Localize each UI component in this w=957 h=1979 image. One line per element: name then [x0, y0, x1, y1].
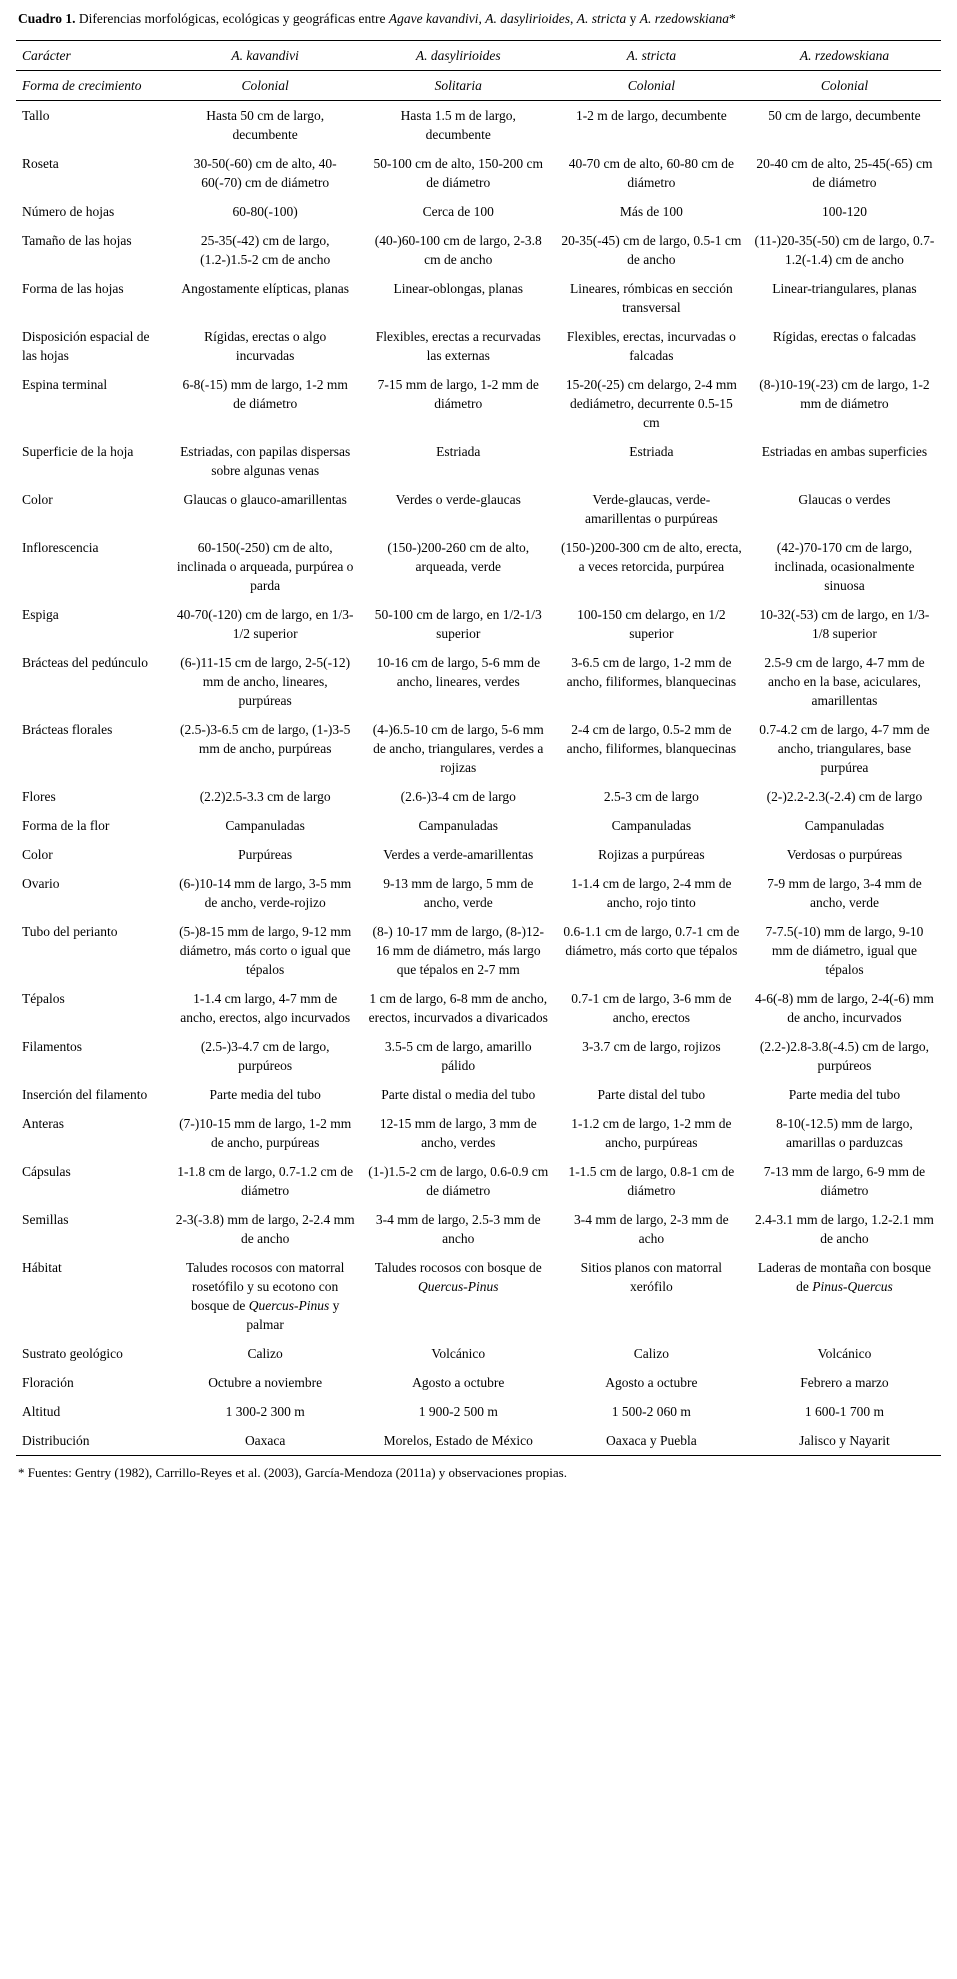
- table-row: [16, 197, 941, 226]
- table-body: [16, 100, 941, 1455]
- row-value: 3-6.5 cm de largo, 1-2 mm de ancho, filiformes, blanquecinas: [566, 654, 737, 689]
- row-value: 7-13 mm de largo, 6-9 mm de diámetro: [763, 1163, 926, 1198]
- row-value: 50-100 cm de alto, 150-200 cm de diámetro: [373, 155, 543, 190]
- row-value: Estriadas, con papilas dispersas sobre algunas venas: [180, 443, 351, 478]
- row-value: Oaxaca: [244, 1432, 286, 1448]
- row-value: (7-)10-15 mm de largo, 1-2 mm de ancho, purpúreas: [179, 1115, 352, 1150]
- table-row: [16, 1253, 941, 1339]
- row-value: Estriadas en ambas superficies: [761, 443, 928, 459]
- row-value: (40-)60-100 cm de largo, 2-3.8 cm de ancho: [374, 232, 542, 267]
- row-label: Superficie de la hoja: [22, 443, 134, 459]
- row-value: Linear-triangulares, planas: [772, 280, 917, 296]
- row-value: 8-10(-12.5) mm de largo, amarillas o parduzcas: [776, 1115, 913, 1150]
- row-label: Color: [22, 846, 53, 862]
- row-value: Glaucas o verdes: [798, 491, 891, 507]
- footnote: * Fuentes: Gentry (1982), Carrillo-Reyes et al. (2003), García-Mendoza (2011a) y observaciones propias.: [18, 1464, 567, 1480]
- row-value: Hasta 50 cm de largo, decumbente: [206, 107, 325, 142]
- header-row: [16, 40, 941, 70]
- row-value: 60-80(-100): [232, 203, 298, 219]
- row-label: Hábitat: [22, 1259, 62, 1275]
- row-value: Rojizas a purpúreas: [598, 846, 705, 862]
- row-value: Flexibles, erectas a recurvadas las externas: [375, 328, 541, 363]
- subheader-value: Solitaria: [434, 77, 482, 93]
- table-row: [16, 149, 941, 197]
- row-value: Agosto a octubre: [605, 1374, 698, 1390]
- table-row: [16, 437, 941, 485]
- row-label: Roseta: [22, 155, 59, 171]
- row-label: Inflorescencia: [22, 539, 99, 555]
- table-row: [16, 100, 941, 149]
- row-label: Brácteas florales: [22, 721, 113, 737]
- row-value: Calizo: [247, 1345, 283, 1361]
- row-value: (150-)200-260 cm de alto, arqueada, verde: [387, 539, 530, 574]
- row-label: Color: [22, 491, 53, 507]
- row-value: 60-150(-250) cm de alto, inclinada o arqueada, purpúrea o parda: [176, 539, 354, 593]
- row-value: Volcánico: [431, 1345, 486, 1361]
- row-value: Hasta 1.5 m de largo, decumbente: [400, 107, 516, 142]
- row-value: Laderas de montaña con bosque de Pinus-Quercus: [757, 1259, 932, 1294]
- table-row: [16, 600, 941, 648]
- row-value: Rígidas, erectas o falcadas: [772, 328, 917, 344]
- table-row: [16, 1339, 941, 1368]
- row-value: 3-4 mm de largo, 2.5-3 mm de ancho: [375, 1211, 541, 1246]
- row-value: 2-4 cm de largo, 0.5-2 mm de ancho, filiformes, blanquecinas: [566, 721, 737, 756]
- table-row: [16, 1205, 941, 1253]
- row-value: 1 600-1 700 m: [804, 1403, 885, 1419]
- table-row: [16, 274, 941, 322]
- row-label: Filamentos: [22, 1038, 82, 1054]
- row-value: Verdes a verde-amarillentas: [383, 846, 534, 862]
- row-value: (1-)1.5-2 cm de largo, 0.6-0.9 cm de diámetro: [368, 1163, 549, 1198]
- row-value: 25-35(-42) cm de largo, (1.2-)1.5-2 cm de ancho: [200, 232, 331, 267]
- row-value: Glaucas o glauco-amarillentas: [183, 491, 347, 507]
- row-value: Estriada: [629, 443, 674, 459]
- subheader-value: Colonial: [241, 77, 289, 93]
- row-label: Altitud: [22, 1403, 61, 1419]
- row-label: Distribución: [22, 1432, 90, 1448]
- table-row: [16, 782, 941, 811]
- row-value: Taludes rocosos con bosque de Quercus-Pinus: [374, 1259, 542, 1294]
- table-row: [16, 840, 941, 869]
- row-label: Tallo: [22, 107, 50, 123]
- row-value: 2.4-3.1 mm de largo, 1.2-2.1 mm de ancho: [754, 1211, 934, 1246]
- table-row: [16, 1109, 941, 1157]
- row-value: 7-9 mm de largo, 3-4 mm de ancho, verde: [767, 875, 922, 910]
- row-value: 9-13 mm de largo, 5 mm de ancho, verde: [383, 875, 534, 910]
- row-value: (2.2)2.5-3.3 cm de largo: [199, 788, 331, 804]
- table-row: [16, 869, 941, 917]
- row-value: Octubre a noviembre: [208, 1374, 323, 1390]
- table-caption: [18, 8, 939, 30]
- row-value: 40-70(-120) cm de largo, en 1/3-1/2 superior: [176, 606, 354, 641]
- row-value: 6-8(-15) mm de largo, 1-2 mm de diámetro: [182, 376, 348, 411]
- row-value: Febrero a marzo: [800, 1374, 889, 1390]
- row-value: Cerca de 100: [422, 203, 494, 219]
- row-value: Verdes o verde-glaucas: [395, 491, 521, 507]
- row-value: Parte distal o media del tubo: [381, 1086, 536, 1102]
- row-value: (5-)8-15 mm de largo, 9-12 mm diámetro, más corto o igual que tépalos: [179, 923, 352, 977]
- row-value: (42-)70-170 cm de largo, inclinada, ocasionalmente sinuosa: [774, 539, 915, 593]
- row-value: Parte media del tubo: [788, 1086, 901, 1102]
- row-value: Morelos, Estado de México: [383, 1432, 533, 1448]
- row-label: Ovario: [22, 875, 60, 891]
- row-value: 12-15 mm de largo, 3 mm de ancho, verdes: [379, 1115, 537, 1150]
- table-row: [16, 533, 941, 600]
- row-value: Campanuladas: [611, 817, 692, 833]
- row-value: Campanuladas: [804, 817, 885, 833]
- row-value: 50-100 cm de largo, en 1/2-1/3 superior: [374, 606, 542, 641]
- table-row: [16, 715, 941, 782]
- table-row: [16, 226, 941, 274]
- row-value: 10-32(-53) cm de largo, en 1/3-1/8 superior: [759, 606, 930, 641]
- row-value: 0.7-1 cm de largo, 3-6 mm de ancho, erectos: [571, 990, 732, 1025]
- row-value: 2.5-9 cm de largo, 4-7 mm de ancho en la base, aciculares, amarillentas: [764, 654, 925, 708]
- row-label: Espina terminal: [22, 376, 108, 392]
- row-value: 1-1.2 cm de largo, 1-2 mm de ancho, purpúreas: [571, 1115, 732, 1150]
- subheader-value: Colonial: [820, 77, 869, 93]
- row-label: Floración: [22, 1374, 74, 1390]
- row-label: Forma de las hojas: [22, 280, 124, 296]
- row-value: 0.7-4.2 cm de largo, 4-7 mm de ancho, triangulares, base purpúrea: [759, 721, 930, 775]
- table-row: [16, 648, 941, 715]
- row-value: Sitios planos con matorral xerófilo: [580, 1259, 723, 1294]
- column-header-dasylirioides: A. dasylirioides: [415, 47, 501, 63]
- subheader-value: Colonial: [627, 77, 675, 93]
- row-value: (2.5-)3-4.7 cm de largo, purpúreos: [200, 1038, 330, 1073]
- row-value: 100-150 cm delargo, en 1/2 superior: [577, 606, 726, 641]
- row-label: Disposición espacial de las hojas: [22, 328, 150, 363]
- row-value: 40-70 cm de alto, 60-80 cm de diámetro: [568, 155, 735, 190]
- row-value: 1 900-2 500 m: [418, 1403, 498, 1419]
- row-value: 1-1.5 cm de largo, 0.8-1 cm de diámetro: [568, 1163, 735, 1198]
- table-row: [16, 811, 941, 840]
- row-value: 20-40 cm de alto, 25-45(-65) cm de diámetro: [756, 155, 933, 190]
- row-value: Rígidas, erectas o algo incurvadas: [204, 328, 327, 363]
- row-value: Flexibles, erectas, incurvadas o falcadas: [566, 328, 736, 363]
- row-label: Espiga: [22, 606, 59, 622]
- row-label: Anteras: [22, 1115, 64, 1131]
- subheader-label: Forma de crecimiento: [22, 77, 142, 93]
- table-row: [16, 1368, 941, 1397]
- row-value: (2.2-)2.8-3.8(-4.5) cm de largo, purpúreos: [759, 1038, 930, 1073]
- row-value: 15-20(-25) cm delargo, 2-4 mm dediámetro, decurrente 0.5-15 cm: [565, 376, 737, 430]
- row-value: 50 cm de largo, decumbente: [768, 107, 921, 123]
- column-header-rzedowskiana: A. rzedowskiana: [799, 47, 890, 63]
- table-row: [16, 984, 941, 1032]
- row-value: Oaxaca y Puebla: [606, 1432, 697, 1448]
- row-value: Linear-oblongas, planas: [393, 280, 523, 296]
- caption-text: Diferencias morfológicas, ecológicas y geográficas entre Agave kavandivi, A. dasylirioides, A. stricta y A. rzedowskiana*: [78, 11, 736, 26]
- table-row: [16, 1397, 941, 1426]
- row-value: Angostamente elípticas, planas: [181, 280, 349, 296]
- row-value: 3.5-5 cm de largo, amarillo pálido: [384, 1038, 532, 1073]
- row-label: Semillas: [22, 1211, 69, 1227]
- row-value: 1-1.8 cm de largo, 0.7-1.2 cm de diámetro: [177, 1163, 354, 1198]
- row-value: Verdosas o purpúreas: [786, 846, 903, 862]
- row-value: (8-)10-19(-23) cm de largo, 1-2 mm de diámetro: [759, 376, 930, 411]
- row-value: Volcánico: [817, 1345, 872, 1361]
- row-label: Sustrato geológico: [22, 1345, 123, 1361]
- row-value: 1-1.4 cm largo, 4-7 mm de ancho, erectos, algo incurvados: [180, 990, 351, 1025]
- row-value: Jalisco y Nayarit: [799, 1432, 890, 1448]
- row-value: (2.6-)3-4 cm de largo: [400, 788, 516, 804]
- row-value: 7-15 mm de largo, 1-2 mm de diámetro: [377, 376, 539, 411]
- caption-label: Cuadro 1.: [18, 11, 76, 26]
- row-label: Brácteas del pedúnculo: [22, 654, 148, 670]
- row-value: Campanuladas: [418, 817, 498, 833]
- row-label: Número de hojas: [22, 203, 115, 219]
- row-value: Verde-glaucas, verde-amarillentas o purpúreas: [585, 491, 718, 526]
- row-value: Estriada: [436, 443, 481, 459]
- row-value: Calizo: [633, 1345, 669, 1361]
- row-value: (11-)20-35(-50) cm de largo, 0.7-1.2(-1.4) cm de ancho: [754, 232, 935, 267]
- row-label: Flores: [22, 788, 56, 804]
- row-value: 4-6(-8) mm de largo, 2-4(-6) mm de ancho, incurvados: [754, 990, 934, 1025]
- table-row: [16, 1426, 941, 1456]
- row-value: (6-)10-14 mm de largo, 3-5 mm de ancho, verde-rojizo: [179, 875, 352, 910]
- column-header-kavandivi: A. kavandivi: [231, 47, 299, 63]
- row-value: Lineares, rómbicas en sección transversal: [570, 280, 733, 315]
- row-value: 3-4 mm de largo, 2-3 mm de acho: [574, 1211, 729, 1246]
- column-header-stricta: A. stricta: [626, 47, 677, 63]
- row-value: 1 cm de largo, 6-8 mm de ancho, erectos, incurvados a divaricados: [368, 990, 548, 1025]
- row-value: (150-)200-300 cm de alto, erecta, a veces retorcida, purpúrea: [561, 539, 742, 574]
- row-value: Agosto a octubre: [412, 1374, 505, 1390]
- table-header: [16, 40, 941, 100]
- row-value: 1-2 m de largo, decumbente: [575, 107, 727, 123]
- row-value: 3-3.7 cm de largo, rojizos: [582, 1038, 721, 1054]
- row-value: (2-)2.2-2.3(-2.4) cm de largo: [766, 788, 923, 804]
- row-label: Forma de la flor: [22, 817, 110, 833]
- table-row: [16, 917, 941, 984]
- row-value: Parte media del tubo: [209, 1086, 321, 1102]
- row-value: 1 300-2 300 m: [225, 1403, 305, 1419]
- subheader-row: [16, 70, 941, 100]
- row-value: (6-)11-15 cm de largo, 2-5(-12) mm de ancho, lineares, purpúreas: [180, 654, 351, 708]
- row-value: 100-120: [821, 203, 867, 219]
- row-value: (8-) 10-17 mm de largo, (8-)12-16 mm de diámetro, más largo que tépalos en 2-7 mm: [372, 923, 544, 977]
- row-value: 1 500-2 060 m: [611, 1403, 691, 1419]
- comparison-table: [16, 40, 941, 1456]
- row-value: (4-)6.5-10 cm de largo, 5-6 mm de ancho, triangulares, verdes a rojizas: [372, 721, 544, 775]
- row-label: Tubo del perianto: [22, 923, 118, 939]
- row-value: Purpúreas: [238, 846, 293, 862]
- row-label: Tépalos: [22, 990, 65, 1006]
- row-value: 2-3(-3.8) mm de largo, 2-2.4 mm de ancho: [175, 1211, 355, 1246]
- row-value: 7-7.5(-10) mm de largo, 9-10 mm de diámetro, igual que tépalos: [765, 923, 924, 977]
- row-value: Parte distal del tubo: [597, 1086, 706, 1102]
- row-label: Cápsulas: [22, 1163, 71, 1179]
- table-row: [16, 322, 941, 370]
- table-row: [16, 370, 941, 437]
- row-value: 30-50(-60) cm de alto, 40-60(-70) cm de diámetro: [193, 155, 337, 190]
- row-value: (2.5-)3-6.5 cm de largo, (1-)3-5 mm de ancho, purpúreas: [180, 721, 351, 756]
- column-header-caracter: Carácter: [22, 47, 71, 63]
- table-row: [16, 1032, 941, 1080]
- table-row: [16, 485, 941, 533]
- row-value: Campanuladas: [225, 817, 305, 833]
- table-row: [16, 1157, 941, 1205]
- table-row: [16, 1080, 941, 1109]
- row-label: Inserción del filamento: [22, 1086, 148, 1102]
- row-value: Taludes rocosos con matorral rosetófilo y su ecotono con bosque de Quercus-Pinus y palmar: [185, 1259, 345, 1332]
- row-value: 10-16 cm de largo, 5-6 mm de ancho, lineares, verdes: [376, 654, 541, 689]
- row-value: 0.6-1.1 cm de largo, 0.7-1 cm de diámetro, más corto que tépalos: [563, 923, 740, 958]
- row-value: 2.5-3 cm de largo: [603, 788, 699, 804]
- row-value: Más de 100: [619, 203, 683, 219]
- row-label: Tamaño de las hojas: [22, 232, 132, 248]
- row-value: 20-35(-45) cm de largo, 0.5-1 cm de ancho: [561, 232, 742, 267]
- row-value: 1-1.4 cm de largo, 2-4 mm de ancho, rojo tinto: [571, 875, 732, 910]
